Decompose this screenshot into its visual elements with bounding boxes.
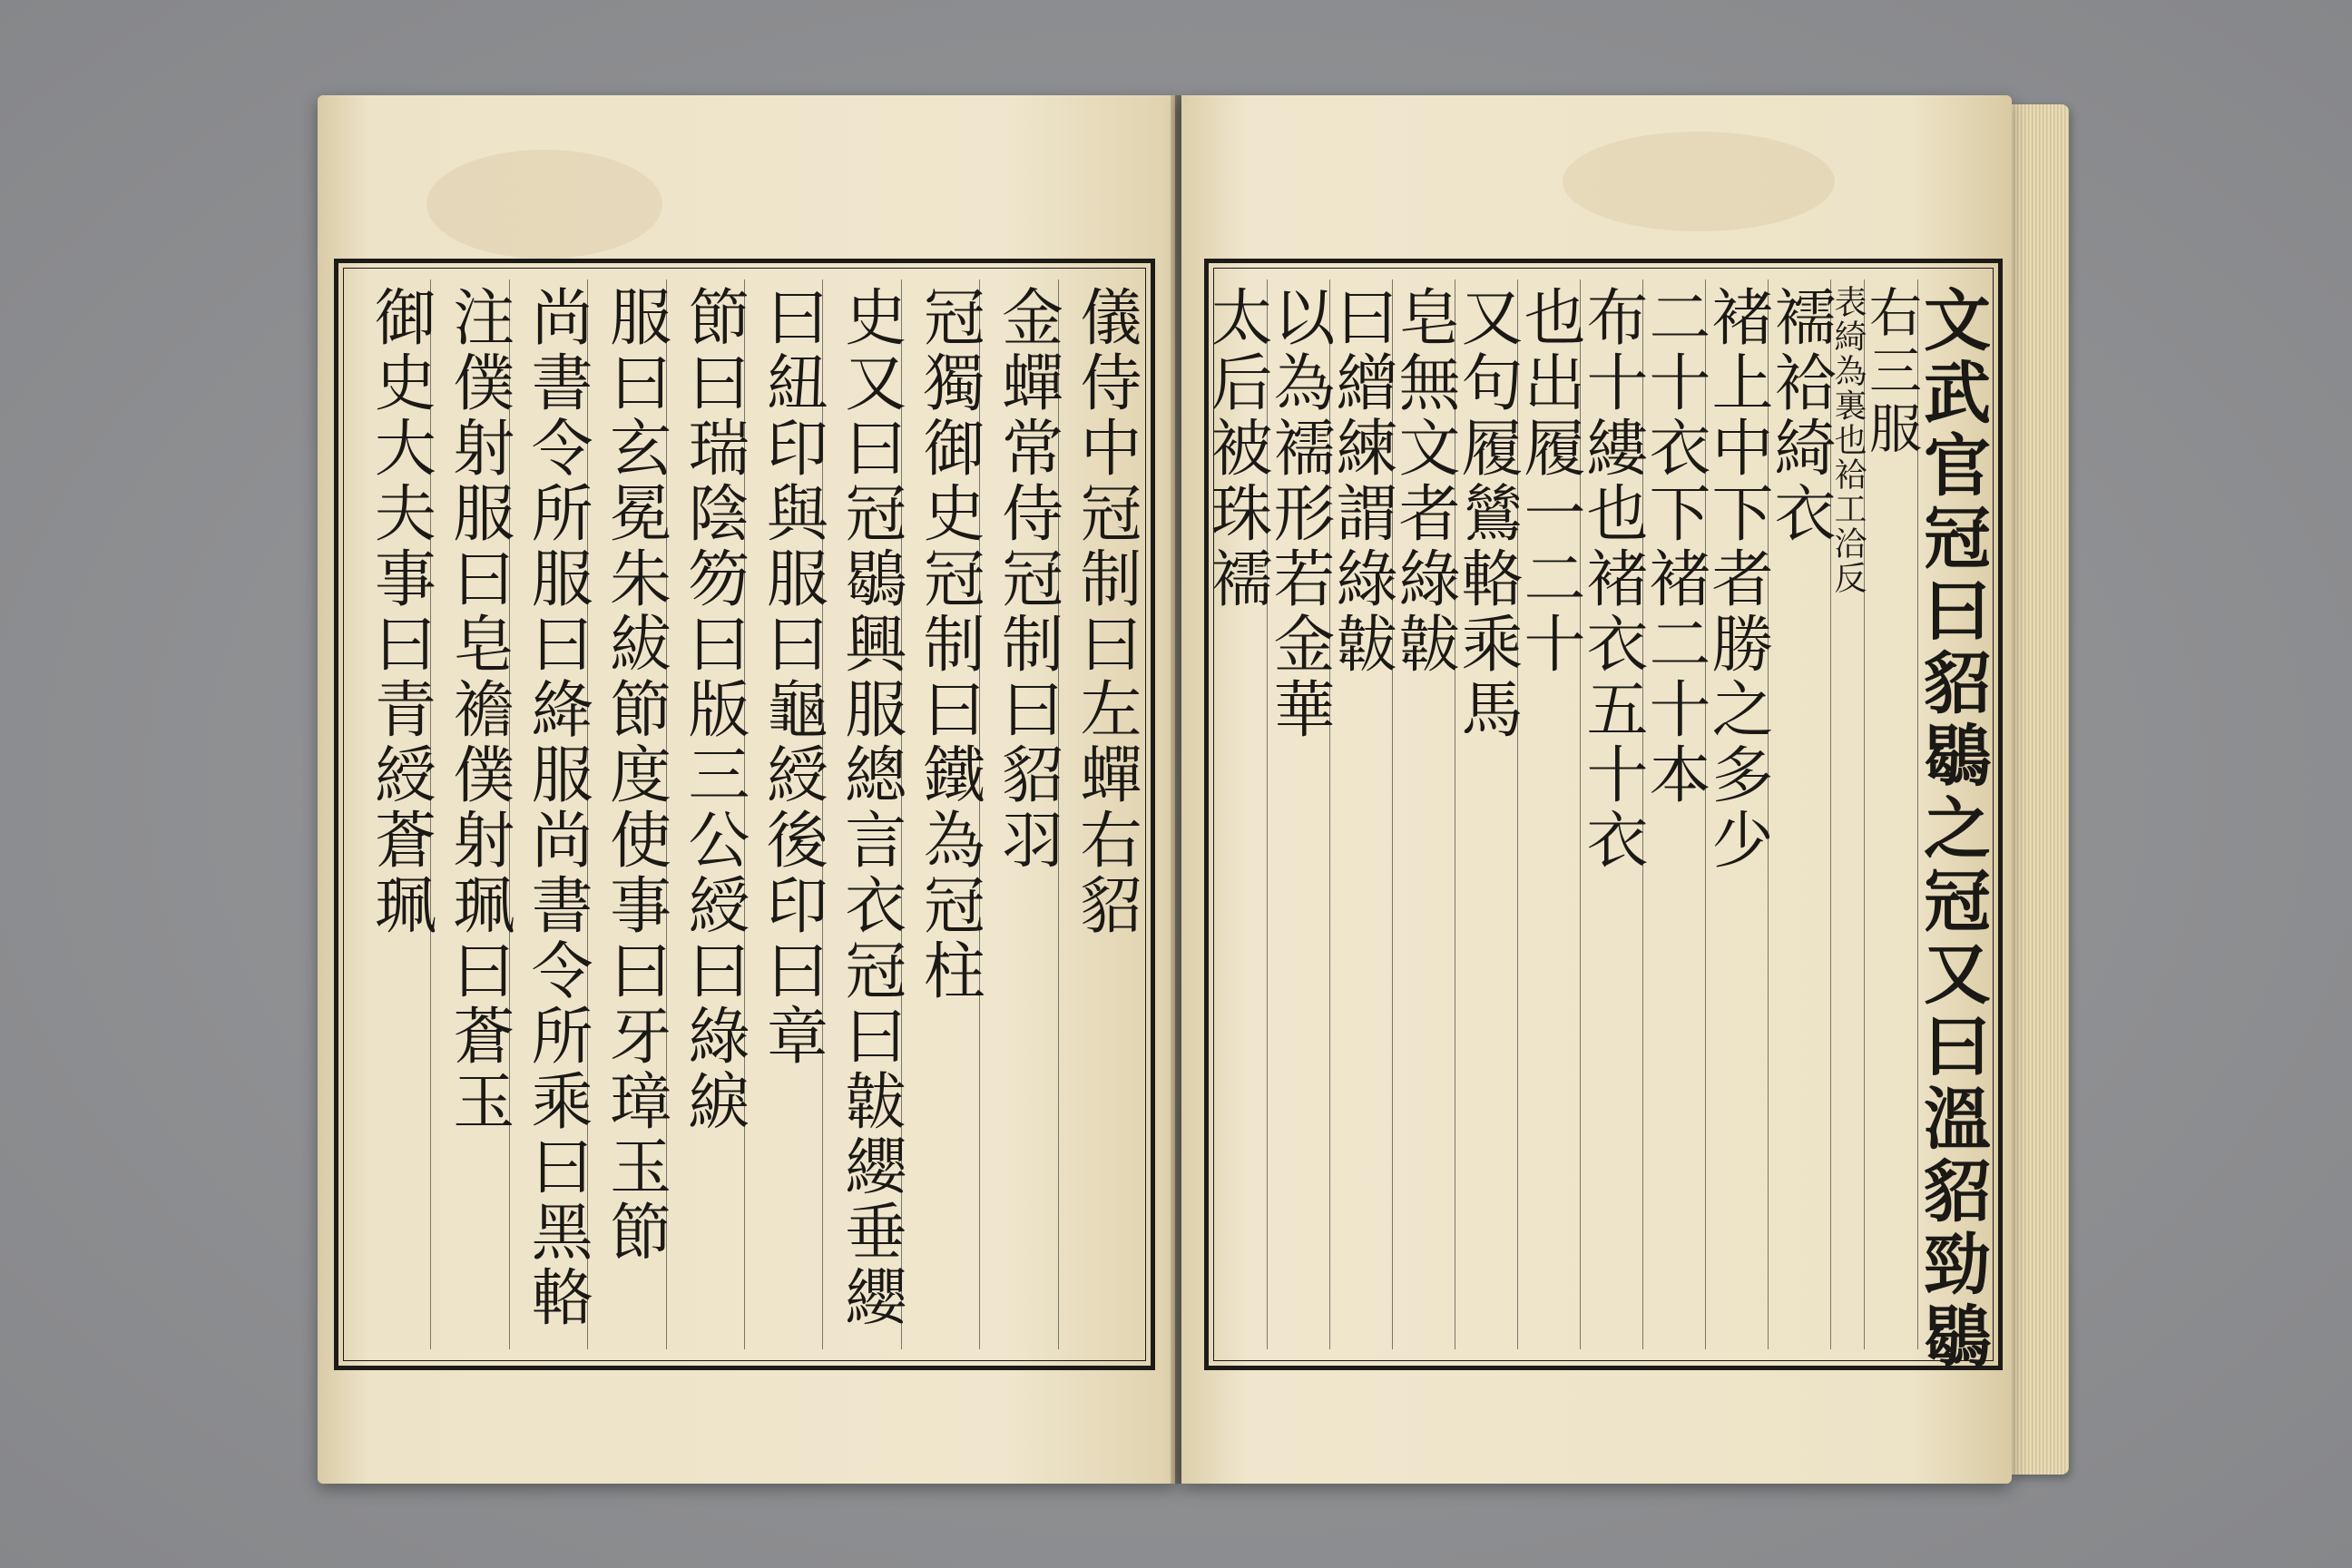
left-page: [318, 95, 1175, 1484]
text-column: 也出履一二十: [1517, 279, 1580, 1349]
text-column: 皂無文者綠韍: [1392, 279, 1455, 1349]
text-column: 注僕射服曰皂襜僕射珮曰蒼玉: [430, 279, 508, 1349]
text-column: 文武官冠曰貂鶡之冠又曰溫貂勁鶡: [1917, 279, 1985, 1349]
text-column: 服曰玄冕朱紱節度使事曰牙璋玉節: [587, 279, 665, 1349]
text-column: 右三服: [1864, 279, 1917, 1349]
right-page: [1181, 95, 2012, 1484]
paper-stain: [426, 150, 662, 259]
page-edges: [2011, 104, 2069, 1475]
open-book: [318, 86, 2069, 1502]
text-column: 曰紐印與服曰龜綬後印曰章: [744, 279, 822, 1349]
text-column: 二十衣下褚二十本: [1642, 279, 1705, 1349]
text-column: 表綺為裏也袷工洽反: [1830, 279, 1864, 1349]
right-text-frame: [1200, 259, 2003, 1374]
text-column: 金蟬常侍冠制曰貂羽: [979, 279, 1057, 1349]
text-column: 尚書令所服曰絳服尚書令所乘曰黑輅: [509, 279, 587, 1349]
text-column: 褚上中下者勝之多少: [1705, 279, 1768, 1349]
right-columns: [1200, 279, 1991, 1374]
left-columns: [353, 279, 1142, 1349]
text-column: 布十縷也褚衣五十衣: [1580, 279, 1642, 1349]
left-text-frame: [334, 259, 1155, 1370]
text-column: 冠獨御史冠制曰鐵為冠柱: [901, 279, 979, 1349]
text-column: 史又曰冠鶡興服總言衣冠曰韍纓垂纓: [822, 279, 900, 1349]
text-column: 節曰瑞陰笏曰版三公綬曰綠綟: [666, 279, 744, 1349]
text-column: 曰繒練謂綠韍: [1329, 279, 1392, 1349]
text-column: 御史大夫事曰青綬蒼珮: [364, 285, 436, 938]
text-column: 儀侍中冠制曰左蟬右貂: [1058, 279, 1136, 1349]
text-column: 太后被珠襦: [1200, 285, 1272, 612]
text-column: 又句履鷥輅乘馬: [1455, 279, 1517, 1349]
text-column: 以為襦形若金華: [1267, 279, 1329, 1349]
paper-stain: [1563, 132, 1835, 231]
text-column: 襦袷綺衣: [1768, 279, 1830, 1349]
